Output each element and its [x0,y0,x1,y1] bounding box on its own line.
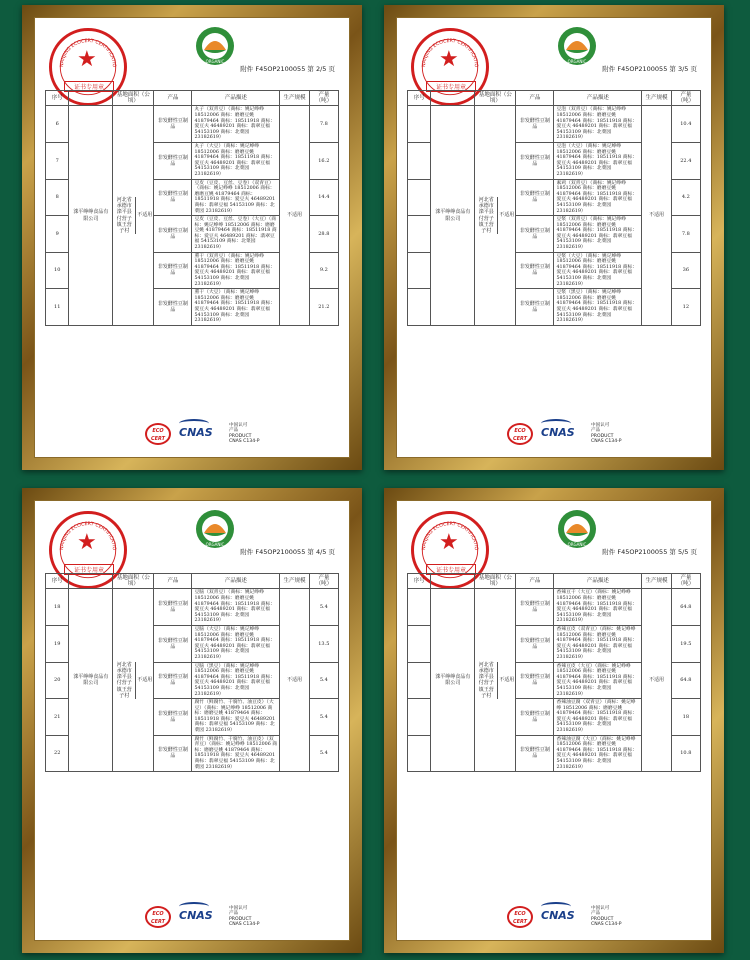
certificate-page [34,17,350,458]
cell-seq [408,699,431,736]
cell-product: 非发酵性豆制品 [154,106,192,143]
cell-product: 非发酵性豆制品 [154,699,192,736]
certificate-page [396,17,712,458]
cell-product: 非发酵性豆制品 [154,289,192,326]
cell-desc: 豆浆（双青豆）（商标：姚记峥峥 18512006 商标：磨磨豆姚 41879464 商标：18511918 商标：爱豆夫 46489201 商标：翡翠豆福 54153109 商标：北菜园 23182619） [554,216,642,253]
cell-desc: 豆皮（豆皮、豆丝、豆卷）（大豆）（商标：姚记峥峥 18512006 商标：磨磨豆姚 41879464 商标：18511918 商标：爱豆夫 46489201 商标：翡翠豆福 54153109 商标：北菜园 23182619） [192,216,280,253]
cell-scale: 不适用 [642,589,671,772]
cell-output: 14.4 [309,179,338,216]
cell-base: 河北省承德市滦平县付营子镇王营子村 不适用 [475,106,516,325]
seal-text: 证书专用章 [426,564,476,575]
cell-seq: 10 [46,252,69,289]
table-row [46,589,339,626]
table-row [408,589,701,626]
header-seq: 序号 [408,91,431,106]
organic-logo-icon [195,509,235,549]
cell-seq [408,252,431,289]
cnas-logo: CNAS [541,909,575,922]
ecocert-logo: ECO CERT [507,906,533,928]
header-output: 产量（吨） [671,574,700,589]
organic-logo-icon [557,509,597,549]
cell-output: 22.4 [671,142,700,179]
header-product: 产品 [154,91,192,106]
table-row [46,106,339,143]
cnas-product-mark: 中国认可 产品 PRODUCT CNAS C134-P [229,423,260,445]
cell-product: 非发酵性豆制品 [516,179,554,216]
svg-text:ORGANIC: ORGANIC [567,542,587,547]
seal-star-icon: ★ [77,47,97,72]
seal-text: 证书专用章 [64,81,114,92]
header-base: 基地面积（公顷） [475,91,516,106]
cell-product: 非发酵性豆制品 [154,735,192,772]
cell-output: 64.8 [671,589,700,626]
cell-output: 64.8 [671,662,700,699]
cell-scale: 不适用 [280,106,309,325]
header-scale: 生产规模 [280,574,309,589]
cell-desc: 香辣豆皮（大豆）（商标：姚记峥峥 18512006 商标：磨磨豆姚 41879464 商标：18511918 商标：爱豆夫 46489201 商标：翡翠豆福 54153109 商标：北菜园 23182619） [554,662,642,699]
header-company [431,91,475,106]
cell-company: 滦平峥峥食品有限公司 [69,589,113,772]
header-base: 基地面积（公顷） [475,574,516,589]
cell-seq [408,662,431,699]
header-scale: 生产规模 [642,574,671,589]
cell-seq: 22 [46,735,69,772]
cell-output: 10.8 [671,735,700,772]
cell-desc: 香辣油豆腐（大豆）（商标：姚记峥峥 18512006 商标：磨磨豆姚 41879464 商标：18511918 商标：爱豆夫 46489201 商标：翡翠豆福 54153109 商标：北菜园 23182619） [554,735,642,772]
cell-product: 非发酵性豆制品 [516,289,554,326]
cell-company: 滦平峥峥食品有限公司 [69,106,113,325]
header-desc: 产品描述 [554,91,642,106]
header-company [69,91,113,106]
cell-scale: 不适用 [280,589,309,772]
cell-output: 7.8 [309,106,338,143]
cell-product: 非发酵性豆制品 [516,662,554,699]
cell-seq [408,289,431,326]
certificate-table [45,573,339,772]
certificate-frame-page-2 [22,5,362,470]
certificate-page [396,500,712,941]
cell-desc: 香辣油豆腐（双青豆）（商标：姚记峥峥 18512006 商标：磨磨豆姚 41879464 商标：18511918 商标：爱豆夫 46489201 商标：翡翠豆福 54153109 商标：北菜园 23182619） [554,699,642,736]
cell-product: 非发酵性豆制品 [154,662,192,699]
cell-seq [408,625,431,662]
cell-seq: 8 [46,179,69,216]
header-product: 产品 [154,574,192,589]
cell-output: 36 [671,252,700,289]
cnas-logo: CNAS [541,426,575,439]
cell-output: 9.2 [309,252,338,289]
cell-base: 河北省承德市滦平县付营子镇王营子村 不适用 [475,589,516,772]
cell-desc: 豆脑（黑豆）（商标：姚记峥峥 18512006 商标：磨磨豆姚 41879464 商标：18511918 商标：爱豆夫 46489201 商标：翡翠豆福 54153109 商标：北菜园 23182619） [192,662,280,699]
cnas-logo: CNAS [179,426,213,439]
cell-product: 非发酵性豆制品 [516,699,554,736]
header-company [69,574,113,589]
cell-desc: 豆脑（大豆）（商标：姚记峥峥 18512006 商标：磨磨豆姚 41879464 商标：18511918 商标：爱豆夫 46489201 商标：翡翠豆福 54153109 商标：北菜园 23182619） [192,625,280,662]
cell-base: 河北省承德市滦平县付营子镇王营子村 不适用 [113,106,154,325]
header-scale: 生产规模 [280,91,309,106]
svg-text:ORGANIC: ORGANIC [205,542,225,547]
cnas-product-mark: 中国认可 产品 PRODUCT CNAS C134-P [591,423,622,445]
cell-output: 5.4 [309,699,338,736]
seal-star-icon: ★ [77,530,97,555]
cell-desc: 豆浆（黑豆）（商标：姚记峥峥 18512006 商标：磨磨豆姚 41879464 商标：18511918 商标：爱豆夫 46489201 商标：翡翠豆福 54153109 商标：北菜园 23182619） [554,289,642,326]
cnas-product-mark: 中国认可 产品 PRODUCT CNAS C134-P [591,906,622,928]
header-scale: 生产规模 [642,91,671,106]
cell-seq: 18 [46,589,69,626]
certificate-frame-page-5 [384,488,724,953]
cell-output: 28.8 [309,216,338,253]
header-desc: 产品描述 [192,91,280,106]
cell-seq: 11 [46,289,69,326]
cell-product: 非发酵性豆制品 [516,589,554,626]
header-seq: 序号 [408,574,431,589]
cell-desc: 豆泡（大豆）（商标：姚记峥峥 18512006 商标：磨磨豆姚 41879464 商标：18511918 商标：爱豆夫 46489201 商标：翡翠豆福 54153109 商标：北菜园 23182619） [554,142,642,179]
cell-seq [408,106,431,143]
cell-product: 非发酵性豆制品 [154,252,192,289]
seal-text: 证书专用章 [426,81,476,92]
cell-output: 13.5 [309,625,338,662]
cell-product: 非发酵性豆制品 [154,179,192,216]
page-number: 附件 F45OP2100055 第 4/5 页 [240,548,335,556]
svg-text:ORGANIC: ORGANIC [567,59,587,64]
cell-desc: 香辣豆干（大豆）（商标：姚记峥峥 18512006 商标：磨磨豆姚 41879464 商标：18511918 商标：爱豆夫 46489201 商标：翡翠豆福 54153109 商标：北菜园 23182619） [554,589,642,626]
cell-product: 非发酵性豆制品 [516,625,554,662]
header-base: 基地面积（公顷） [113,91,154,106]
cell-desc: 豆泡（双青豆）（商标：姚记峥峥 18512006 商标：磨磨豆姚 41879464 商标：18511918 商标：爱豆夫 46489201 商标：翡翠豆福 54153109 商标：北菜园 23182619） [554,106,642,143]
cell-product: 非发酵性豆制品 [154,625,192,662]
cell-desc: 丸子（双青豆）（商标：姚记峥峥 18512006 商标：磨磨豆姚 41879464 商标：18511918 商标：爱豆夫 46489201 商标：翡翠豆福 54153109 商标：北菜园 23182619） [192,106,280,143]
header-company [431,574,475,589]
cell-product: 非发酵性豆制品 [516,216,554,253]
cell-desc: 熏干（双青豆）（商标：姚记峥峥 18512006 商标：磨磨豆姚 41879464 商标：18511918 商标：爱豆夫 46489201 商标：翡翠豆福 54153109 商标：北菜园 23182619） [192,252,280,289]
cell-output: 10.4 [671,106,700,143]
page-number: 附件 F45OP2100055 第 2/5 页 [240,65,335,73]
accreditation-logos [145,423,305,447]
cell-product: 非发酵性豆制品 [516,735,554,772]
cell-product: 非发酵性豆制品 [516,142,554,179]
cell-output: 12 [671,289,700,326]
cell-product: 非发酵性豆制品 [516,106,554,143]
cell-seq: 7 [46,142,69,179]
cell-company: 滦平峥峥食品有限公司 [431,106,475,325]
svg-text:ORGANIC: ORGANIC [205,59,225,64]
cell-product: 非发酵性豆制品 [154,589,192,626]
cell-output: 16.2 [309,142,338,179]
header-output: 产量（吨） [309,91,338,106]
cell-seq: 9 [46,216,69,253]
certificate-frame-page-3 [384,5,724,470]
cell-output: 5.4 [309,662,338,699]
header-product: 产品 [516,574,554,589]
ecocert-logo: ECO CERT [145,906,171,928]
cell-seq: 6 [46,106,69,143]
header-base: 基地面积（公顷） [113,574,154,589]
cell-output: 7.8 [671,216,700,253]
cell-desc: 豆浆（大豆）（商标：姚记峥峥 18512006 商标：磨磨豆姚 41879464 商标：18511918 商标：爱豆夫 46489201 商标：翡翠豆福 54153109 商标：北菜园 23182619） [554,252,642,289]
accreditation-logos [507,906,667,930]
cell-base: 河北省承德市滦平县付营子镇王营子村 不适用 [113,589,154,772]
accreditation-logos [507,423,667,447]
header-output: 产量（吨） [671,91,700,106]
accreditation-logos [145,906,305,930]
seal-star-icon: ★ [439,47,459,72]
cell-desc: 香辣豆皮（双青豆）（商标：姚记峥峥 18512006 商标：磨磨豆姚 41879464 商标：18511918 商标：爱豆夫 46489201 商标：翡翠豆福 54153109 商标：北菜园 23182619） [554,625,642,662]
certificate-table [407,573,701,772]
header-product: 产品 [516,91,554,106]
svg-text:NANJING ECOCERT CERTIFICATION: NANJING ECOCERT CERTIFICATIO [422,39,478,68]
cell-desc: 素鸡（双青豆）（商标：姚记峥峥 18512006 商标：磨磨豆姚 41879464 商标：18511918 商标：爱豆夫 46489201 商标：翡翠豆福 54153109 商标：北菜园 23182619） [554,179,642,216]
cell-output: 5.4 [309,735,338,772]
cell-desc: 豆脑（双青豆）（商标：姚记峥峥 18512006 商标：磨磨豆姚 41879464 商标：18511918 商标：爱豆夫 46489201 商标：翡翠豆福 54153109 商标：北菜园 23182619） [192,589,280,626]
cnas-logo: CNAS [179,909,213,922]
svg-text:NANJING ECOCERT CERTIFICATION: NANJING ECOCERT CERTIFICATIO [60,39,116,68]
certificate-table [45,90,339,326]
header-desc: 产品描述 [192,574,280,589]
cell-seq [408,179,431,216]
cell-desc: 腐竹（鲜腐竹、干腐竹、油豆皮）（双青豆）（商标：姚记峥峥 18512006 商标：磨磨豆姚 41879464 商标：18511918 商标：爱豆夫 46489201 商标：翡翠豆福 54153109 商标：北菜园 23182619） [192,735,280,772]
certificate-table [407,90,701,326]
certificate-page [34,500,350,941]
cell-desc: 腐竹（鲜腐竹、干腐竹、油豆皮）（大豆）（商标：姚记峥峥 18512006 商标：磨磨豆姚 41879464 商标：18511918 商标：爱豆夫 46489201 商标：翡翠豆福 54153109 商标：北菜园 23182619） [192,699,280,736]
cell-product: 非发酵性豆制品 [154,216,192,253]
header-output: 产量（吨） [309,574,338,589]
cell-seq: 20 [46,662,69,699]
cell-output: 5.4 [309,589,338,626]
cell-desc: 丸子（大豆）（商标：姚记峥峥 18512006 商标：磨磨豆姚 41879464 商标：18511918 商标：爱豆夫 46489201 商标：翡翠豆福 54153109 商标：北菜园 23182619） [192,142,280,179]
cell-desc: 熏干（大豆）（商标：姚记峥峥 18512006 商标：磨磨豆姚 41879464 商标：18511918 商标：爱豆夫 46489201 商标：翡翠豆福 54153109 商标：北菜园 23182619） [192,289,280,326]
certificate-frame-page-4 [22,488,362,953]
cell-company: 滦平峥峥食品有限公司 [431,589,475,772]
page-number: 附件 F45OP2100055 第 5/5 页 [602,548,697,556]
organic-logo-icon [195,26,235,66]
page-number: 附件 F45OP2100055 第 3/5 页 [602,65,697,73]
cnas-product-mark: 中国认可 产品 PRODUCT CNAS C134-P [229,906,260,928]
svg-text:NANJING ECOCERT CERTIFICATION: NANJING ECOCERT CERTIFICATIO [60,522,116,551]
cell-seq: 21 [46,699,69,736]
cell-output: 18 [671,699,700,736]
cell-seq: 19 [46,625,69,662]
cell-product: 非发酵性豆制品 [154,142,192,179]
cell-desc: 豆皮（豆皮、豆丝、豆卷）（双青豆）（商标：姚记峥峥 18512006 商标：磨磨豆姚 41879464 商标：18511918 商标：爱豆夫 46489201 商标：翡翠豆福 54153109 商标：北菜园 23182619） [192,179,280,216]
seal-star-icon: ★ [439,530,459,555]
header-desc: 产品描述 [554,574,642,589]
cell-output: 21.2 [309,289,338,326]
seal-text: 证书专用章 [64,564,114,575]
cell-seq [408,589,431,626]
header-seq: 序号 [46,91,69,106]
cell-product: 非发酵性豆制品 [516,252,554,289]
ecocert-logo: ECO CERT [145,423,171,445]
cell-seq [408,735,431,772]
cell-seq [408,142,431,179]
header-seq: 序号 [46,574,69,589]
cell-seq [408,216,431,253]
organic-logo-icon [557,26,597,66]
table-row [408,106,701,143]
svg-text:NANJING ECOCERT CERTIFICATION: NANJING ECOCERT CERTIFICATIO [422,522,478,551]
ecocert-logo: ECO CERT [507,423,533,445]
cell-scale: 不适用 [642,106,671,325]
cell-output: 19.5 [671,625,700,662]
cell-output: 4.2 [671,179,700,216]
